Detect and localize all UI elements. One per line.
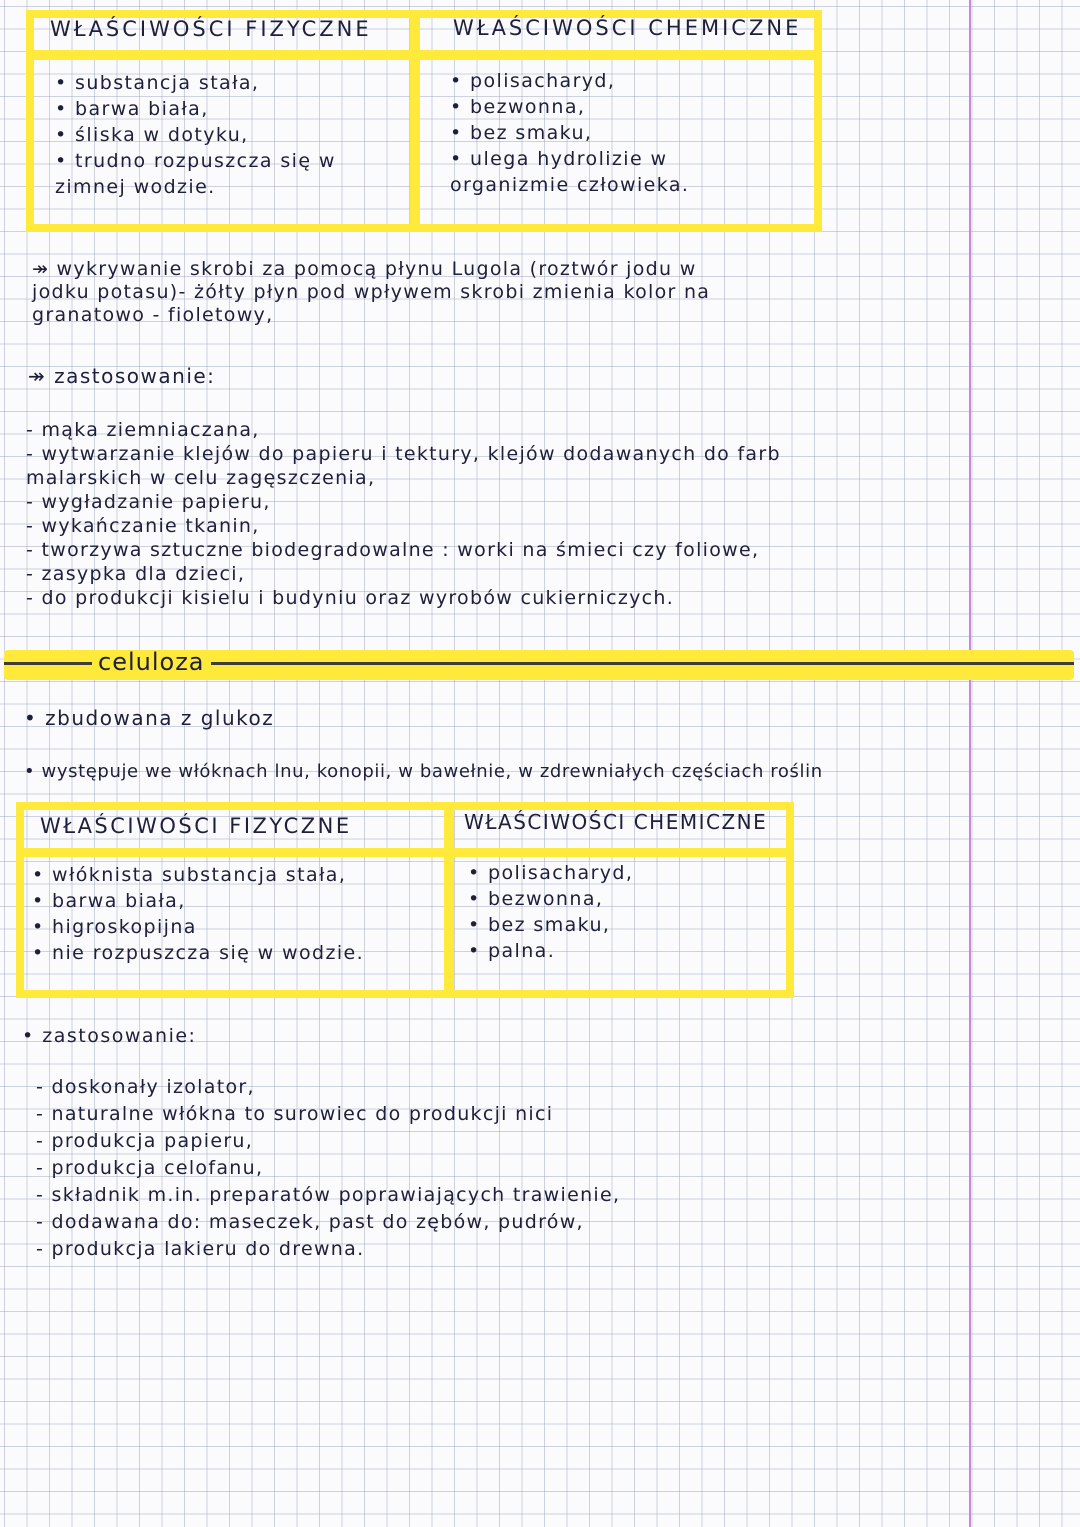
cellulose-occurrence: • występuje we włóknach lnu, konopii, w bawełnie, w zdrewniałych częściach roślin bbox=[24, 761, 823, 782]
list-item: • bez smaku, bbox=[468, 914, 611, 936]
list-item: - do produkcji kisielu i budyniu oraz wyrobów cukierniczych. bbox=[26, 587, 675, 609]
table-column-divider bbox=[444, 802, 454, 998]
physical-properties-header: WŁAŚCIWOŚCI FIZYCZNE bbox=[40, 814, 352, 838]
cellulose-title: celuloza bbox=[92, 650, 211, 674]
list-item: - tworzywa sztuczne biodegradowalne : worki na śmieci czy foliowe, bbox=[26, 539, 760, 561]
list-item: • nie rozpuszcza się w wodzie. bbox=[32, 942, 365, 964]
list-item: • polisacharyd, bbox=[450, 70, 616, 92]
notebook-margin-line bbox=[969, 0, 971, 1527]
list-item: • palna. bbox=[468, 940, 556, 962]
starch-uses-heading: ↠ zastosowanie: bbox=[28, 364, 216, 388]
list-item: - produkcja celofanu, bbox=[36, 1157, 264, 1179]
table-header-divider bbox=[16, 848, 794, 857]
physical-properties-list bbox=[55, 70, 336, 200]
list-item: - doskonały izolator, bbox=[36, 1076, 255, 1098]
list-item: - wykańczanie tkanin, bbox=[26, 515, 260, 537]
list-item: • włóknista substancja stała, bbox=[32, 864, 347, 886]
list-item: • śliska w dotyku, bbox=[55, 124, 249, 146]
chemical-properties-list bbox=[468, 860, 633, 964]
list-item: malarskich w celu zagęszczenia, bbox=[26, 467, 376, 489]
list-item: • bezwonna, bbox=[468, 888, 604, 910]
cellulose-uses-list bbox=[36, 1074, 620, 1263]
list-item: zimnej wodzie. bbox=[55, 176, 216, 198]
list-item: - zasypka dla dzieci, bbox=[26, 563, 246, 585]
list-item: - mąka ziemniaczana, bbox=[26, 419, 260, 441]
starch-uses-list bbox=[26, 418, 781, 610]
list-item: • polisacharyd, bbox=[468, 862, 634, 884]
cellulose-composition: • zbudowana z glukoz bbox=[24, 706, 275, 730]
list-item: • barwa biała, bbox=[55, 98, 209, 120]
chemical-properties-header: WŁAŚCIWOŚCI CHEMICZNE bbox=[464, 810, 768, 834]
list-item: - dodawana do: maseczek, past do zębów, pudrów, bbox=[36, 1211, 584, 1233]
table-header-divider bbox=[26, 50, 822, 60]
physical-properties-list bbox=[32, 862, 364, 966]
chemical-properties-header: WŁAŚCIWOŚCI CHEMICZNE bbox=[453, 16, 802, 40]
list-item: - naturalne włókna to surowiec do produkcji nici bbox=[36, 1103, 554, 1125]
list-item: - wytwarzanie klejów do papieru i tektury, klejów dodawanych do farb bbox=[26, 443, 781, 465]
list-item: - składnik m.in. preparatów poprawiających trawienie, bbox=[36, 1184, 621, 1206]
physical-properties-header: WŁAŚCIWOŚCI FIZYCZNE bbox=[50, 17, 372, 41]
list-item: • barwa biała, bbox=[32, 890, 186, 912]
list-item: • higroskopijna bbox=[32, 916, 197, 938]
list-item: organizmie człowieka. bbox=[450, 174, 690, 196]
list-item: • bezwonna, bbox=[450, 96, 586, 118]
list-item: • trudno rozpuszcza się w bbox=[55, 150, 336, 172]
list-item: - wygładzanie papieru, bbox=[26, 491, 271, 513]
list-item: - produkcja lakieru do drewna. bbox=[36, 1238, 365, 1260]
list-item: - produkcja papieru, bbox=[36, 1130, 254, 1152]
list-item: • bez smaku, bbox=[450, 122, 593, 144]
list-item: • substancja stała, bbox=[55, 72, 260, 94]
table-column-divider bbox=[410, 10, 420, 232]
chemical-properties-list bbox=[450, 68, 689, 198]
starch-detection-note: ↠ wykrywanie skrobi za pomocą płynu Lugola (roztwór jodu w jodku potasu)- żółty płyn pod wpływem skrobi zmienia kolor na granatowo - fioletowy, bbox=[32, 258, 711, 326]
cellulose-uses-heading: • zastosowanie: bbox=[22, 1025, 197, 1047]
list-item: • ulega hydrolizie w bbox=[450, 148, 668, 170]
